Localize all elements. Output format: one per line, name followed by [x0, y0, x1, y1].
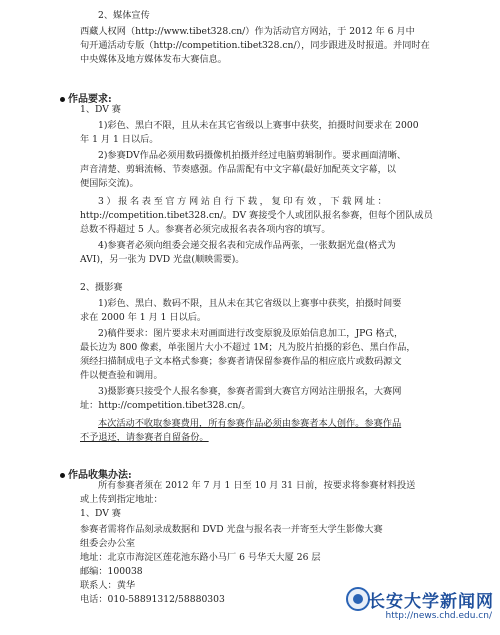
watermark-url: http://news.chd.edu.cn/ [385, 611, 492, 621]
dv-req-2b: 声音清楚、剪辑流畅、节奏感强。作品需配有中文字幕(最好加配英文字幕，以 [80, 164, 396, 175]
contact-person: 联系人：黄华 [80, 580, 136, 591]
photo-req-2d: 件以便查验和调用。 [80, 370, 163, 381]
notice-line-2: 不予退还，请参赛者自留备份。 [80, 432, 209, 443]
watermark-name: 长安大学新闻网 [368, 592, 494, 612]
dv-req-4b: AVI)，另一张为 DVD 光盘(顺映需要)。 [80, 254, 245, 265]
address: 地址：北京市海淀区莲花池东路小马厂 6 号华天大厦 26 层 [80, 552, 321, 563]
collection-intro-2: 或上传到指定地址： [80, 494, 163, 505]
photo-req-2a: 2)稿件要求：图片要求未对画面进行改变原貌及原始信息加工，JPG 格式， [98, 328, 404, 339]
photo-req-2b: 最长边为 800 像素，单张图片大小不超过 1M；凡为胶片拍摄的彩色、黑白作品， [80, 342, 416, 353]
collection-send-1: 参赛者需将作品刻录成数据和 DVD 光盘与报名表一并寄至大学生影像大赛 [80, 524, 383, 535]
media-text-line-1: 西藏人权网（http://www.tibet328.cn/）作为活动官方网站，于 2012 年 6 月中 [80, 26, 415, 37]
university-logo-icon [346, 587, 370, 611]
dv-title: 1、DV 赛 [80, 104, 121, 115]
media-text-line-2: 旬开通活动专版（http://competition.tibet328.cn/），同步跟进及时报道。并同时在 [80, 40, 430, 51]
collection-heading: 作品收集办法: [60, 466, 132, 481]
dv-req-3b: http://competition.tibet328.cn/。DV 赛接受个人或团队报名参赛，但每个团队成员 [80, 210, 433, 221]
photo-req-1a: 1)彩色、黑白、数码不限，且从未在其它省级以上赛事中获奖，拍摄时间要 [98, 298, 402, 309]
dv-req-1b: 年 1 月 1 日以后。 [80, 134, 159, 145]
dv-req-3c: 总数不得超过 5 人。参赛者必须完成报名表各项内容的填写。 [80, 224, 331, 235]
postcode: 邮编：100038 [80, 566, 143, 577]
media-text-line-3: 中央媒体及地方媒体发布大赛信息。 [80, 54, 227, 65]
photo-req-1b: 求在 2000 年 1 月 1 日以后。 [80, 312, 207, 323]
requirements-heading: 作品要求: [60, 90, 112, 105]
notice-line-1: 本次活动不收取参赛费用，所有参赛作品必须由参赛者本人创作。参赛作品 [98, 418, 402, 429]
dv-req-2a: 2)参赛DV作品必须用数码摄像机拍摄并经过电脑剪辑制作。要求画面清晰、 [98, 150, 407, 161]
dv-req-3a: 3）报名表至官方网站自行下载，复印有效，下载网址： [98, 196, 390, 207]
dv-req-4a: 4)参赛者必须向组委会递交报名表和完成作品两张，一张数据光盘(格式为 [98, 240, 396, 251]
dv-req-2c: 便国际交流)。 [80, 178, 139, 189]
photo-title: 2、摄影赛 [80, 282, 123, 293]
collection-dv-title: 1、DV 赛 [80, 508, 121, 519]
photo-req-3b: 址：http://competition.tibet328.cn/。 [80, 400, 251, 411]
bullet-icon [60, 473, 65, 478]
collection-send-2: 组委会办公室 [80, 538, 136, 549]
media-title: 2、媒体宣传 [98, 10, 150, 21]
photo-req-2c: 须经扫描制成电子文本格式参赛；参赛者请保留参赛作品的相应底片或数码源文 [80, 356, 402, 367]
phone: 电话：010-58891312/58880303 [80, 594, 225, 605]
dv-req-1a: 1)彩色、黑白不限，且从未在其它省级以上赛事中获奖，拍摄时间要求在 2000 [98, 120, 419, 131]
bullet-icon [60, 97, 65, 102]
news-watermark [340, 579, 500, 635]
photo-req-3a: 3)摄影赛只接受个人报名参赛，参赛者需到大赛官方网站注册报名，大赛网 [98, 386, 402, 397]
collection-intro-1: 所有参赛者须在 2012 年 7 月 1 日至 10 月 31 日前，按要求将参赛材料投送 [98, 480, 416, 491]
